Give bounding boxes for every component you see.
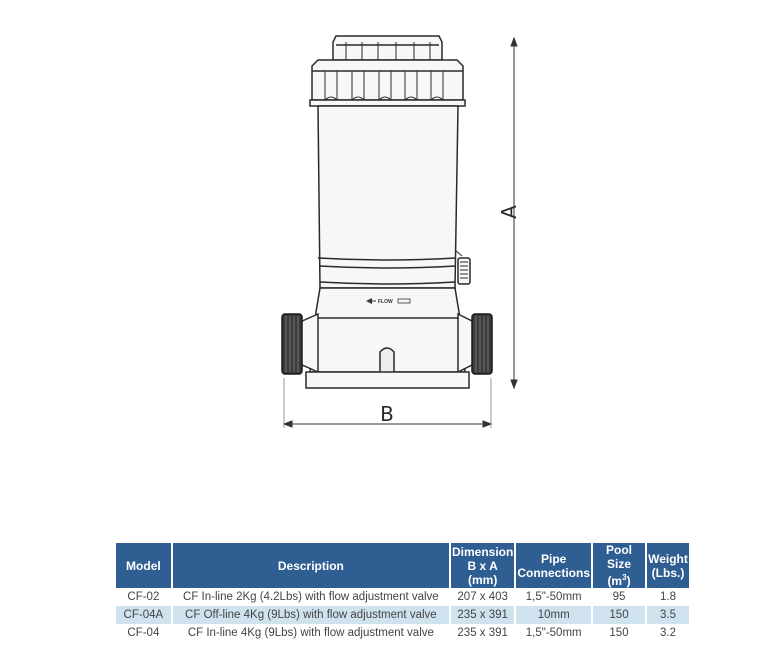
header-description: Description [173,543,449,588]
base-plate [306,372,469,388]
cell-weight: 3.2 [660,627,676,639]
cell-dimension: 207 x 403 [457,591,508,603]
cell-dimension: 235 x 391 [451,606,514,624]
specifications-table [114,543,691,642]
lid-ring [312,60,463,100]
left-pipe-thread [282,314,302,374]
flow-label: FLOW [378,299,393,305]
cell-dimension: 235 x 391 [457,627,508,639]
table-row [116,588,689,606]
cell-pool: 95 [612,591,626,603]
cell-pipe: 1,5"-50mm [525,591,582,603]
cell-weight: 1.8 [660,591,676,603]
cell-pool: 150 [593,606,645,624]
dimension-a-label: A [497,205,521,219]
dimension-b-label: B [380,402,394,426]
right-pipe-thread [472,314,492,374]
cell-pipe: 1,5"-50mm [525,627,582,639]
cell-pipe: 10mm [516,606,591,624]
header-model: Model [116,543,171,588]
cell-pool: 150 [609,627,629,639]
cell-model: CF-04A [116,606,171,624]
table-row [116,606,689,624]
cell-description: CF In-line 2Kg (4.2Lbs) with flow adjustment valve [183,591,439,603]
header-pool-size: Pool Size $(m^3)$ [593,543,645,588]
cell-model: CF-04 [127,627,160,639]
table-header-row [116,543,689,588]
cell-description: CF Off-line 4Kg (9Lbs) with flow adjustment valve [173,606,449,624]
cell-model: CF-02 [127,591,160,603]
table-row [116,624,689,642]
header-weight: Weight (Lbs.) [647,543,689,588]
header-pipe-connections: Pipe Connections [516,543,591,588]
cap-top [333,36,442,60]
cell-description: CF In-line 4Kg (9Lbs) with flow adjustment valve [187,627,434,639]
header-dimension: Dimension B x A (mm) [452,544,514,587]
cell-weight: 3.5 [647,606,689,624]
